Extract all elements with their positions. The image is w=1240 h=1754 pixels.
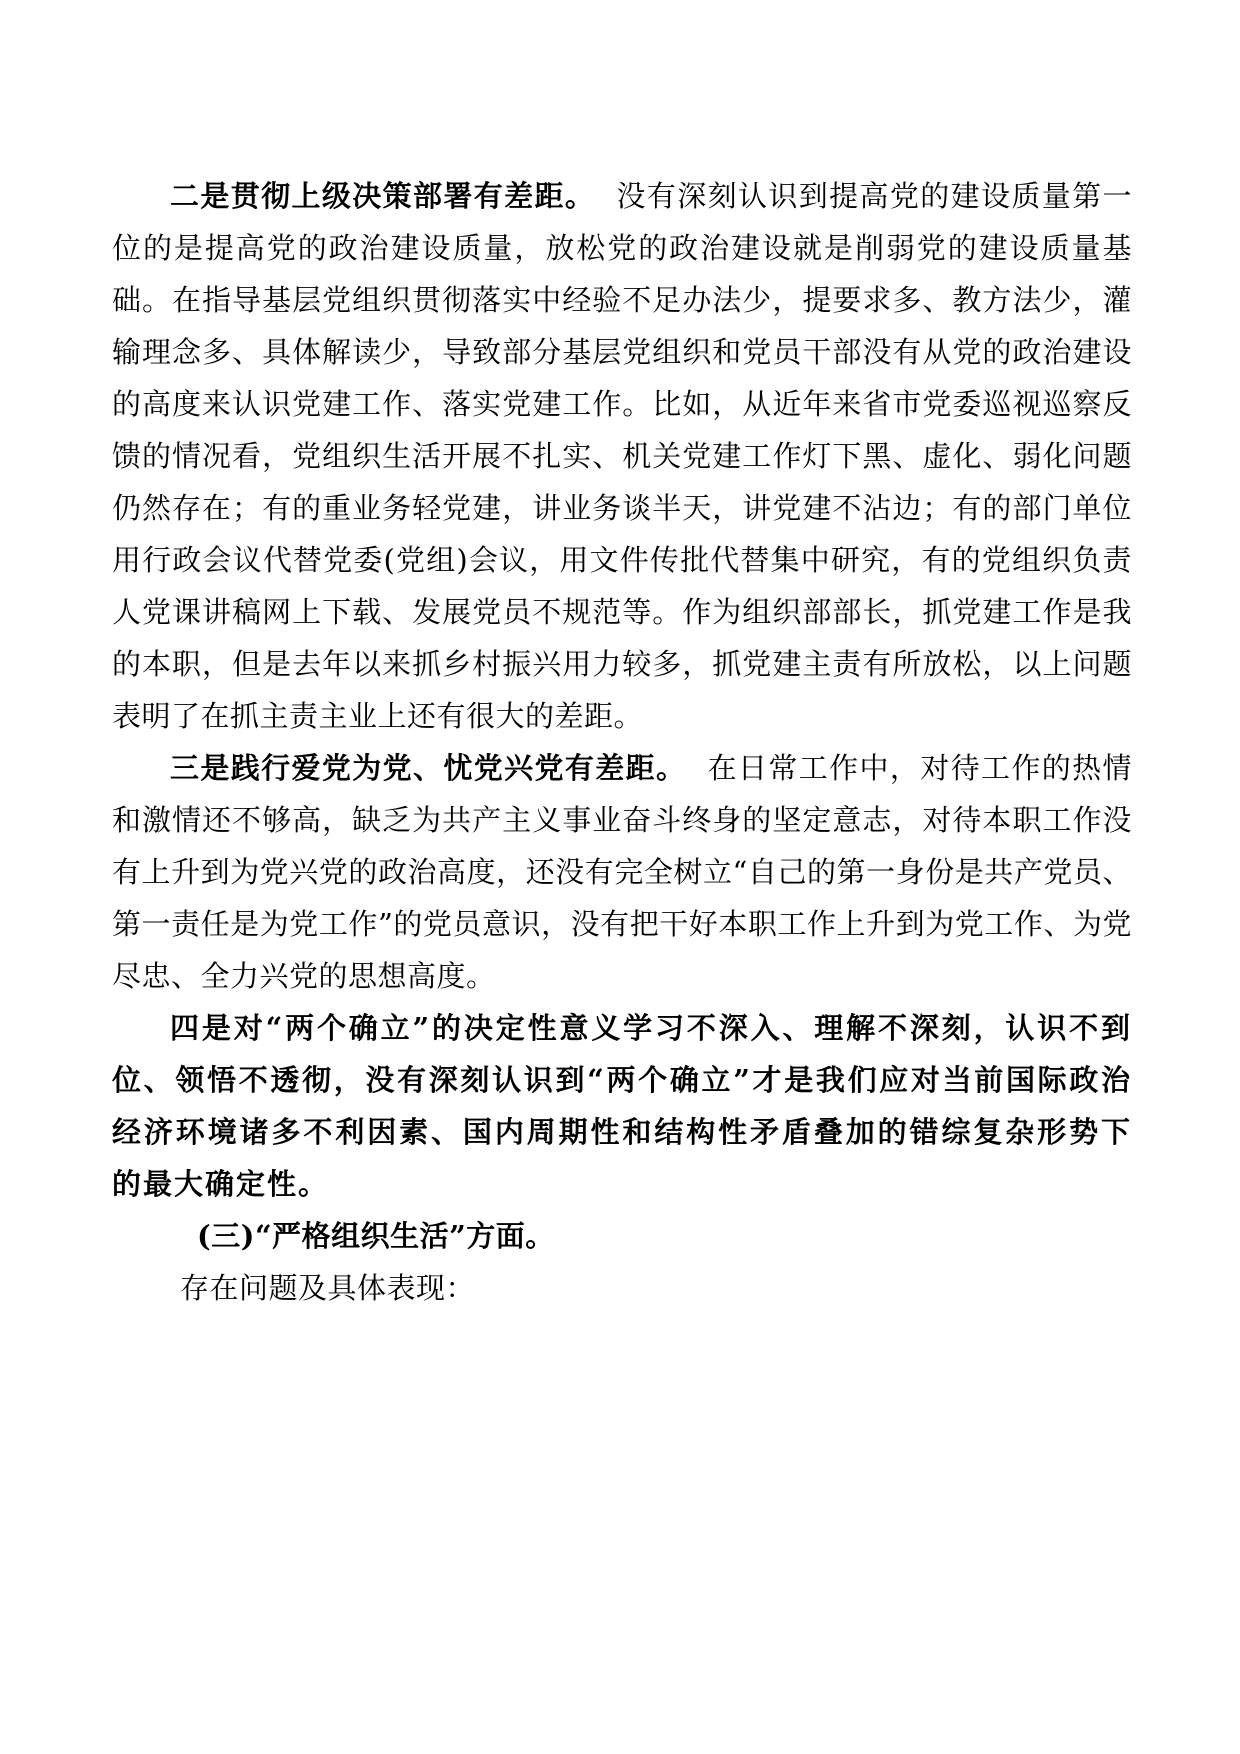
section-heading: (三)“严格组织生活”方面。 (197, 1219, 555, 1253)
paragraph-lead: 三是践行爱党为党、忧党兴党有差距。 (170, 751, 687, 785)
document-body (112, 170, 1132, 1314)
problems-label: 存在问题及具体表现： (180, 1271, 476, 1305)
paragraph-two-establishments: 四是对“两个确立”的决定性意义学习不深入、理解不深刻，认识不到位、领悟不透彻，没有深刻认识到“两个确立”才是我们应对当前国际政治经济环境诸多不利因素、国内周期性和结构性矛盾叠加的错综复杂形势下的最大确定性。 (112, 1011, 1132, 1201)
paragraph-party-love-gap (112, 742, 1132, 1002)
paragraph-body: 没有深刻认识到提高党的建设质量第一位的是提高党的政治建设质量，放松党的政治建设就是削弱党的建设质量基础。在指导基层党组织贯彻落实中经验不足办法少，提要求多、教方法少，灌输理念多、具体解读少，导致部分基层党组织和党员干部没有从党的政治建设的高度来认识党建工作、落实党建工作。比如，从近年来省市党委巡视巡察反馈的情况看，党组织生活开展不扎实、机关党建工作灯下黑、虚化、弱化问题仍然存在；有的重业务轻党建，讲业务谈半天，讲党建不沾边；有的部门单位用行政会议代替党委(党组)会议，用文件传批代替集中研究，有的党组织负责人党课讲稿网上下载、发展党员不规范等。作为组织部部长，抓党建工作是我的本职，但是去年以来抓乡村振兴用力较多，抓党建主责有所放松，以上问题表明了在抓主责主业上还有很大的差距。 (112, 179, 1132, 733)
paragraph-lead: 二是贯彻上级决策部署有差距。 (170, 179, 596, 213)
paragraph-policy-gap (112, 170, 1132, 742)
paragraph-body: 在日常工作中，对待工作的热情和激情还不够高，缺乏为共产主义事业奋斗终身的坚定意志，对待本职工作没有上升到为党兴党的政治高度，还没有完全树立“自己的第一身份是共产党员、第一责任是为党工作”的党员意识，没有把干好本职工作上升到为党工作、为党尽忠、全力兴党的思想高度。 (112, 751, 1132, 993)
